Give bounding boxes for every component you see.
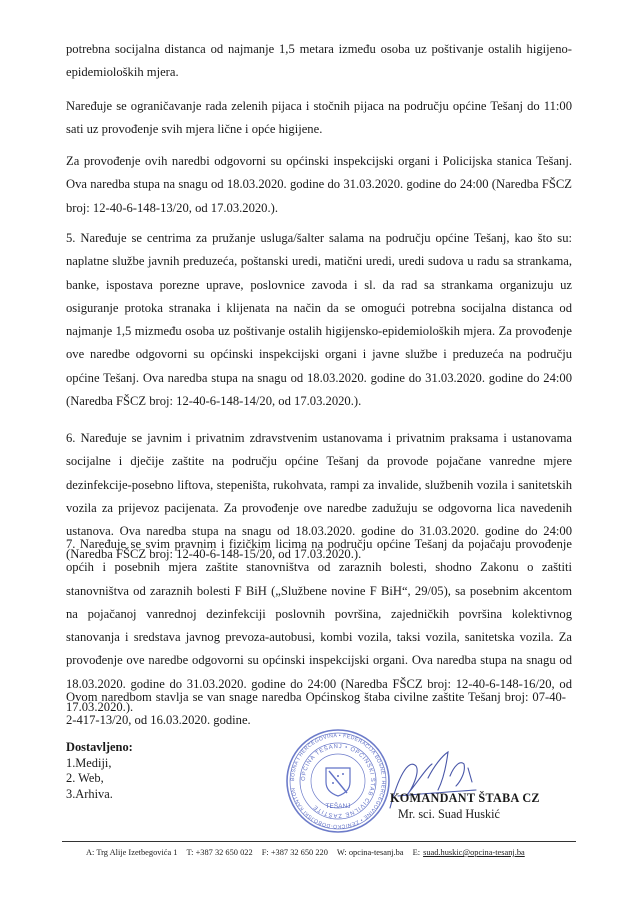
seal-inner-text: OPĆINA TEŠANJ • OPĆINSKI ŠTAB CIVILNE ZAŠTITE: [300, 743, 376, 819]
footer-web[interactable]: W: opcina-tesanj.ba: [336, 848, 404, 857]
seal-outer-text: BOSNA I HERCEGOVINA • FEDERACIJA BOSNE I HERCEGOVINE • ZENIČKO-DOBOJSKI KANTON: [289, 732, 387, 830]
coat-of-arms-icon: [326, 768, 350, 796]
paragraph-markets: Naređuje se ograničavanje rada zelenih pijaca i stočnih pijaca na području općine Tešanj do 11:00 sati uz provođenje svih mjera lične i opće higijene.: [66, 99, 572, 137]
paragraph-revocation: Ovom naredbom stavlja se van snage naredba Općinskog štaba civilne zaštite Tešanj broj: 07-40-2-417-13/20, od 16.03.2020. godine.: [66, 690, 566, 728]
paragraph-distance: potrebna socijalna distanca od najmanje 1,5 metara između osoba uz poštivanje ostalih higijeno-epidemioloških mjera.: [66, 42, 572, 80]
footer-address: A: Trg Alije Izetbegovića 1: [86, 848, 178, 857]
paragraph-item-5: 5. Naređuje se centrima za pružanje usluga/šalter salama na području općine Tešanj, kao što su: naplatne službe javnih preduzeća, poštanski uredi, matični uredi, uredi sudova u radu sa strankama, banke, ispostava porezne uprave, poslovnice zavoda i sl. da rad sa strankama organizuju uz osiguranje protoka stranaka i klijenata na način da se omogući potrebna socijalna distanca od najmanje 1,5 mizmeđu osoba uz poštivanje ostalih higijensko-epidemioloških mjera. Za provođenje ove naredbe odgovorni su općinski inspekcijski organi i javne službe i preduzeća na području općine Tešanj. Ova naredba stupa na snagu od 18.03.2020. godine do 31.03.2020. godine do 24:00 (Naredba FŠCZ broj: 12-40-6-148-14/20, od 17.03.2020.).: [66, 231, 572, 409]
footer-divider: [62, 841, 576, 842]
signatory-title: KOMANDANT ŠTABA CZ: [390, 791, 540, 805]
delivery-item: 1.Mediji,: [66, 755, 112, 770]
paragraph-item-7: 7. Naređuje se svim pravnim i fizičkim licima na području općine Tešanj da pojačaju provođenje općih i posebnih mjera zaštite stanovništva od zaraznih bolesti, shodno Zakonu o zaštiti stanovništva od zaraznih bolesti F BiH („Službene novine F BiH“, 29/05), sa posebnim akcentom na pojačanoj vanrednoj dezinfekciji poslovnih površina, zajedničkih površina kolektivnog stanovanja i sredstava javnog prevoza-autobusi, kombi vozila, taksi vozila, sanitetska vozila. Za provođenje ove naredbe odgovorni su općinski inspekcijski organi. Ova naredba stupa na snagu od 18.03.2020. godine do 31.03.2020. godine do 24:00 (Naredba FŠCZ broj: 12-40-6-148-16/20, od 17.03.2020.).: [66, 537, 572, 715]
footer-email-label: E:: [412, 848, 421, 857]
signatory-name: Mr. sci. Suad Huskić: [398, 807, 500, 821]
paragraph-responsibility: Za provođenje ovih naredbi odgovorni su općinski inspekcijski organi i Policijska stanica Tešanj. Ova naredba stupa na snagu od 18.03.2020. godine do 31.03.2020. godine do 24:00 (Naredba FŠCZ broj: 12-40-6-148-13/20, od 17.03.2020.).: [66, 154, 572, 215]
delivery-item: 3.Arhiva.: [66, 786, 113, 801]
seal-center-text: TEŠANJ: [325, 803, 351, 810]
footer-fax: F: +387 32 650 220: [261, 848, 328, 857]
footer-email-link[interactable]: suad.huskic@opcina-tesanj.ba: [423, 848, 525, 857]
signature-block: [390, 790, 540, 822]
delivery-list: [66, 740, 133, 802]
footer-contact: [86, 848, 586, 857]
paragraph-item-6: 6. Naređuje se javnim i privatnim zdravstvenim ustanovama i privatnim praksama i ustanovama socijalne i dječije zaštite na području općine Tešanj da provode pojačane vanredne mjere dezinfekcije-posebno liftova, stepeništa, rukohvata, rampi za invalide, službenih vozila i sanitetskih vozila za prijevoz pacijenata. Za provođenje ove naredbe zadužuju se odgovorna lica navedenih ustanova. Ova naredba stupa na snagu od 18.03.2020. godine do 31.03.2020. godine do 24:00 (Naredba FŠCZ broj: 12-40-6-148-15/20, od 17.03.2020.).: [66, 431, 572, 562]
footer-phone: T: +387 32 650 022: [186, 848, 253, 857]
delivery-heading: Dostavljeno:: [66, 740, 133, 754]
delivery-item: 2. Web,: [66, 771, 104, 786]
